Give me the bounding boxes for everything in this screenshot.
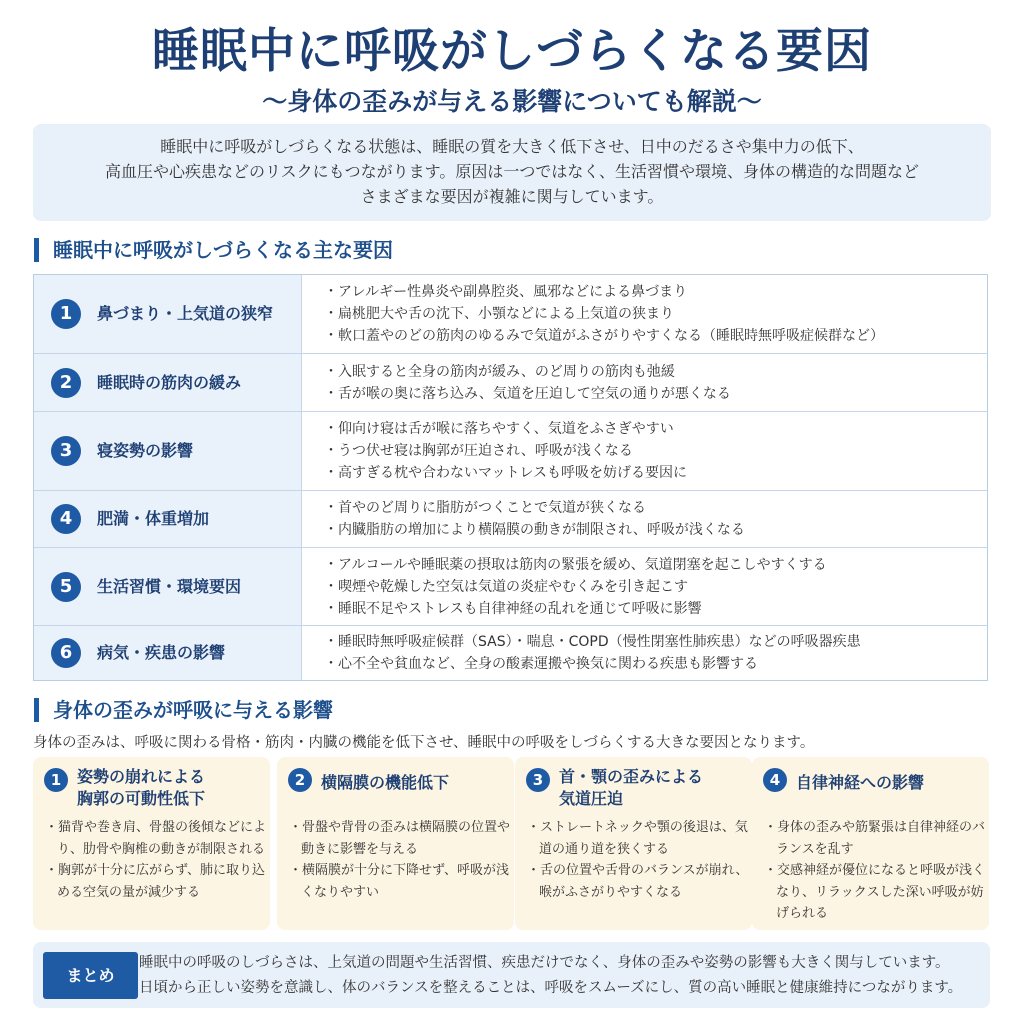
card-title-line: 横隔膜の機能低下 — [321, 773, 450, 792]
section-description: 身体の歪みは、呼吸に関わる骨格・筋肉・内臓の機能を低下させ、睡眠中の呼吸をしづらくする大きな要因となります。 — [33, 735, 815, 751]
factor-row — [34, 412, 987, 491]
number-badge: 3 — [51, 436, 81, 466]
summary-line: 日頃から正しい姿勢を意識し、体のバランスを整えることは、呼吸をスムーズにし、質の高い睡眠と健康維持につながります。 — [139, 980, 963, 996]
factor-detail-item: ・舌が喉の奥に落ち込み、気道を圧迫して空気の通りが悪くなる — [324, 385, 731, 402]
factor-details — [324, 548, 979, 625]
intro-box — [33, 124, 991, 221]
factor-detail-item: ・うつ伏せ寝は胸郭が圧迫され、呼吸が浅くなる — [324, 443, 633, 459]
page-title: 睡眠中に呼吸がしづらくなる要因 — [152, 24, 872, 79]
factor-row — [34, 491, 987, 548]
factor-details — [324, 412, 979, 490]
card-bullet: ・身体の歪みや筋緊張は自律神経のバランスを乱す — [764, 820, 986, 857]
factor-detail-item: ・アルコールや睡眠薬の摂取は筋肉の緊張を緩め、気道閉塞を起こしやすくする — [324, 556, 827, 573]
card-bullets — [764, 817, 986, 925]
card-title-line: 気道圧迫 — [559, 789, 624, 808]
factor-detail-item: ・睡眠不足やストレスも自律神経の乱れを通じて呼吸に影響 — [324, 600, 702, 617]
factor-detail-item: ・喫煙や乾燥した空気は気道の炎症やむくみを引き起こす — [324, 578, 688, 595]
factor-detail-item: ・扁桃肥大や舌の沈下、小顎などによる上気道の狭まり — [324, 306, 674, 322]
number-badge: 6 — [51, 638, 81, 668]
card-title — [796, 772, 982, 794]
factor-detail-item: ・軟口蓋やのどの筋肉のゆるみで気道がふさがりやすくなる（睡眠時無呼吸症候群など） — [324, 328, 884, 344]
factor-label: 睡眠時の筋肉の緩み — [97, 373, 242, 392]
card-title-line: 自律神経への影響 — [796, 773, 925, 792]
factor-label-cell — [34, 412, 302, 490]
number-badge: 4 — [763, 768, 787, 792]
factor-detail-item: ・睡眠時無呼吸症候群（SAS）・喘息・COPD（慢性閉塞性肺疾患）などの呼吸器疾患 — [324, 634, 861, 650]
factor-detail-item: ・仰向け寝は舌が喉に落ちやすく、気道をふさぎやすい — [324, 421, 674, 437]
summary-text — [139, 951, 962, 1001]
summary-badge: まとめ — [43, 952, 138, 999]
card-bullets — [289, 817, 511, 903]
factor-row — [34, 354, 987, 412]
card-bullet: ・ストレートネックや顎の後退は、気道の通り道を狭くする — [527, 820, 748, 857]
card-bullet: ・骨盤や背骨の歪みは横隔膜の位置や動きに影響を与える — [289, 820, 511, 857]
factor-detail-item: ・アレルギー性鼻炎や副鼻腔炎、風邪などによる鼻づまり — [324, 284, 688, 300]
factor-label-cell — [34, 548, 302, 625]
number-badge: 1 — [51, 299, 81, 329]
factor-detail-item: ・首やのど周りに脂肪がつくことで気道が狭くなる — [324, 500, 646, 516]
card-title — [77, 766, 263, 810]
number-badge: 2 — [51, 368, 81, 398]
factor-details — [324, 626, 979, 680]
factor-details — [324, 354, 979, 411]
factor-label: 鼻づまり・上気道の狭窄 — [97, 304, 274, 323]
card-title — [559, 766, 745, 810]
factor-details — [324, 491, 979, 547]
intro-line: さまざまな要因が複雑に関与しています。 — [360, 187, 664, 206]
number-badge: 4 — [51, 504, 81, 534]
factor-table — [33, 274, 988, 681]
card-bullet: ・交感神経が優位になると呼吸が浅くなり、リラックスした深い呼吸が妨げられる — [764, 863, 986, 921]
factor-row — [34, 548, 987, 626]
card-title-line: 姿勢の崩れによる — [77, 767, 206, 786]
page-subtitle: 〜身体の歪みが与える影響についても解説〜 — [262, 87, 762, 116]
number-badge: 1 — [44, 768, 68, 792]
number-badge: 2 — [288, 768, 312, 792]
card-title-line: 胸郭の可動性低下 — [77, 789, 206, 808]
factor-detail-item: ・内臓脂肪の増加により横隔膜の動きが制限され、呼吸が浅くなる — [324, 522, 745, 538]
intro-line: 高血圧や心疾患などのリスクにもつながります。原因は一つではなく、生活習慣や環境、身体の構造的な問題など — [104, 162, 920, 181]
distortion-card — [277, 757, 514, 930]
factor-label-cell — [34, 354, 302, 411]
section-heading-distortion: 身体の歪みが呼吸に与える影響 — [34, 698, 333, 722]
card-title-line: 首・顎の歪みによる — [559, 767, 704, 786]
factor-detail-item: ・心不全や貧血など、全身の酸素運搬や換気に関わる疾患も影響する — [324, 656, 758, 672]
card-bullet: ・横隔膜が十分に下降せず、呼吸が浅くなりやすい — [289, 863, 509, 900]
distortion-card — [515, 757, 752, 930]
card-bullets — [45, 817, 267, 903]
card-bullet: ・舌の位置や舌骨のバランスが崩れ、喉がふさがりやすくなる — [527, 863, 749, 900]
distortion-card — [752, 757, 989, 930]
factor-detail-item: ・高すぎる枕や合わないマットレスも呼吸を妨げる要因に — [324, 465, 688, 481]
factor-label: 肥満・体重増加 — [97, 509, 210, 528]
card-bullet: ・猫背や巻き肩、骨盤の後傾などにより、肋骨や胸椎の動きが制限される — [45, 820, 267, 857]
factor-row — [34, 626, 987, 680]
card-bullet: ・胸郭が十分に広がらず、肺に取り込める空気の量が減少する — [45, 863, 265, 900]
factor-label: 寝姿勢の影響 — [97, 441, 194, 460]
card-bullets — [527, 817, 749, 903]
number-badge: 3 — [526, 768, 550, 792]
factor-label-cell — [34, 626, 302, 680]
factor-label-cell — [34, 491, 302, 547]
summary-box — [33, 942, 990, 1008]
card-title — [321, 772, 507, 794]
intro-line: 睡眠中に呼吸がしづらくなる状態は、睡眠の質を大きく低下させ、日中のだるさや集中力の低下、 — [160, 137, 864, 156]
factor-label: 生活習慣・環境要因 — [97, 577, 242, 596]
factor-label: 病気・疾患の影響 — [97, 643, 226, 662]
factor-detail-item: ・入眠すると全身の筋肉が緩み、のど周りの筋肉も弛緩 — [324, 363, 675, 380]
number-badge: 5 — [51, 572, 81, 602]
distortion-card — [33, 757, 270, 930]
section-heading-main-factors: 睡眠中に呼吸がしづらくなる主な要因 — [34, 238, 393, 262]
summary-line: 睡眠中の呼吸のしづらさは、上気道の問題や生活習慣、疾患だけでなく、身体の歪みや姿勢の影響も大きく関与しています。 — [139, 955, 950, 971]
factor-row — [34, 275, 987, 354]
factor-label-cell — [34, 275, 302, 353]
factor-details — [324, 275, 979, 353]
